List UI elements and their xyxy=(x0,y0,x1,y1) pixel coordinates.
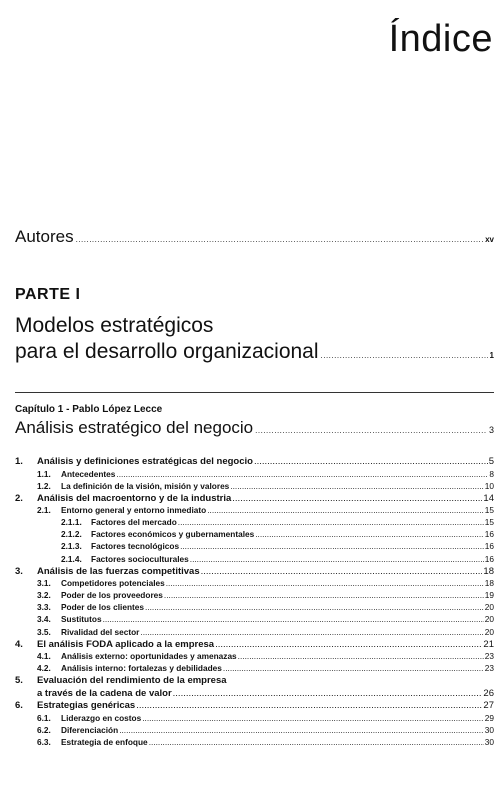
entry-label: Factores del mercado xyxy=(91,517,177,528)
entry-number: 1.2. xyxy=(37,480,51,491)
dot-leader xyxy=(140,627,483,637)
entry-label: Factores socioculturales xyxy=(91,553,189,564)
toc-row[interactable] xyxy=(15,663,494,675)
dot-leader xyxy=(255,529,484,539)
entry-label: Análisis externo: oportunidades y amenazas xyxy=(61,651,237,662)
toc-entry-chapter-1[interactable] xyxy=(15,418,494,438)
entry-number: 3.3. xyxy=(37,602,51,613)
toc-row[interactable] xyxy=(15,627,494,639)
dot-leader xyxy=(76,235,484,244)
entry-label: Entorno general y entorno inmediato xyxy=(61,505,207,516)
entry-label: Factores tecnológicos xyxy=(91,541,180,552)
entry-label: a través de la cadena de valor xyxy=(37,687,172,699)
entry-label: Poder de los proveedores xyxy=(61,590,163,601)
dot-leader xyxy=(223,663,484,673)
dot-leader xyxy=(116,469,488,479)
dot-leader xyxy=(164,590,484,600)
page-number: 5 xyxy=(488,456,494,467)
part-title-line1: Modelos estratégicos xyxy=(15,314,214,337)
entry-number: 3.5. xyxy=(37,626,51,637)
page-number: 18 xyxy=(484,578,494,589)
entry-number: 3.4. xyxy=(37,614,51,625)
toc-row[interactable] xyxy=(15,517,494,529)
entry-label: Análisis interno: fortalezas y debilidades xyxy=(61,663,222,674)
page-number: 23 xyxy=(484,651,494,662)
entry-label: Análisis del macroentorno y de la industria xyxy=(37,492,232,504)
entry-number: 4. xyxy=(15,638,23,650)
page-number: 16 xyxy=(484,553,494,564)
toc-row[interactable] xyxy=(15,554,494,566)
toc-row[interactable] xyxy=(15,590,494,602)
dot-leader xyxy=(136,700,482,711)
divider xyxy=(15,392,494,393)
toc-row[interactable] xyxy=(15,639,494,652)
entry-label: Análisis de las fuerzas competitivas xyxy=(37,565,200,577)
dot-leader xyxy=(230,481,483,491)
page-number: 1 xyxy=(489,351,494,360)
entry-number: 1.1. xyxy=(37,468,51,479)
entry-label: Estrategia de enfoque xyxy=(61,737,148,747)
dot-leader xyxy=(178,517,484,527)
entry-label: Diferenciación xyxy=(61,724,119,735)
toc-entry-part-1[interactable] xyxy=(15,340,494,364)
entry-label: Autores xyxy=(15,227,74,246)
toc-row[interactable] xyxy=(15,529,494,541)
dot-leader xyxy=(255,426,487,435)
dot-leader xyxy=(166,578,484,588)
page-number: 27 xyxy=(483,700,494,712)
page-number: 18 xyxy=(483,565,494,577)
page-number: 30 xyxy=(484,737,494,747)
chapter-label: Capítulo 1 - Pablo López Lecce xyxy=(15,404,163,415)
page-number: 23 xyxy=(484,663,494,674)
part-label: PARTE I xyxy=(15,286,81,303)
entry-number: 2.1.4. xyxy=(61,553,82,564)
entry-number: 2.1.1. xyxy=(61,517,82,528)
toc-row[interactable] xyxy=(15,566,494,579)
toc-row[interactable] xyxy=(15,505,494,517)
entry-label: Antecedentes xyxy=(61,468,116,479)
dot-leader xyxy=(190,554,484,564)
entry-label: Evaluación del rendimiento de la empresa xyxy=(37,675,227,687)
toc-row[interactable] xyxy=(15,700,494,713)
entry-label: El análisis FODA aplicado a la empresa xyxy=(37,638,215,650)
toc-row[interactable] xyxy=(15,578,494,590)
page-number: 15 xyxy=(484,517,494,528)
page-number: 30 xyxy=(484,724,494,735)
entry-label: Rivalidad del sector xyxy=(61,626,140,637)
page-number: 15 xyxy=(484,505,494,516)
entry-label: La definición de la visión, misión y valores xyxy=(61,480,230,491)
page-number: 16 xyxy=(484,541,494,552)
entry-number: 5. xyxy=(15,675,23,687)
toc-row[interactable] xyxy=(15,688,494,701)
entry-number: 2.1.3. xyxy=(61,541,82,552)
dot-leader xyxy=(180,541,484,551)
entry-number: 3. xyxy=(15,565,23,577)
entry-number: 2.1. xyxy=(37,505,51,516)
entry-label: Estrategias genéricas xyxy=(37,700,136,712)
dot-leader xyxy=(149,737,484,747)
entry-label: Poder de los clientes xyxy=(61,602,144,613)
toc-row[interactable] xyxy=(15,675,494,688)
page-number: 14 xyxy=(483,492,494,504)
entry-number: 4.2. xyxy=(37,663,51,674)
page-number: 16 xyxy=(484,529,494,540)
toc-row[interactable] xyxy=(15,614,494,626)
entry-number: 4.1. xyxy=(37,651,51,662)
toc-row[interactable] xyxy=(15,481,494,493)
toc-row[interactable] xyxy=(15,651,494,663)
toc-row[interactable] xyxy=(15,541,494,553)
entry-number: 6. xyxy=(15,700,23,712)
toc-row[interactable] xyxy=(15,602,494,614)
page-number: 20 xyxy=(484,614,494,625)
entry-label: Competidores potenciales xyxy=(61,578,165,589)
page-number: 26 xyxy=(483,687,494,699)
toc-list xyxy=(15,456,494,749)
dot-leader xyxy=(142,713,484,723)
page-number: 3 xyxy=(488,425,494,435)
page-number: 20 xyxy=(484,602,494,613)
dot-leader xyxy=(238,651,484,661)
toc-row[interactable] xyxy=(15,456,494,469)
entry-label: Factores económicos y gubernamentales xyxy=(91,529,255,540)
dot-leader xyxy=(215,639,482,650)
entry-label: Liderazgo en costos xyxy=(61,712,142,723)
page-number: 8 xyxy=(489,468,494,479)
toc-row[interactable] xyxy=(15,725,494,737)
part-title-line2: para el desarrollo organizacional xyxy=(15,340,319,363)
dot-leader xyxy=(232,493,482,504)
entry-number: 6.1. xyxy=(37,712,51,723)
page-number: 19 xyxy=(484,590,494,601)
dot-leader xyxy=(201,566,483,577)
entry-number: 6.2. xyxy=(37,724,51,735)
page-title: Índice xyxy=(388,18,493,60)
entry-label: Análisis y definiciones estratégicas del negocio xyxy=(37,456,253,467)
entry-number: 6.3. xyxy=(37,737,51,747)
entry-label: Sustitutos xyxy=(61,614,102,625)
dot-leader xyxy=(173,688,483,699)
toc-row[interactable] xyxy=(15,737,494,749)
toc-row[interactable] xyxy=(15,713,494,725)
dot-leader xyxy=(119,725,484,735)
dot-leader xyxy=(321,351,488,360)
entry-number: 2.1.2. xyxy=(61,529,82,540)
toc-entry-autores[interactable] xyxy=(15,227,494,247)
entry-number: 1. xyxy=(15,456,23,467)
dot-leader xyxy=(207,505,484,515)
page-number: xv xyxy=(485,235,494,244)
toc-row[interactable] xyxy=(15,493,494,506)
dot-leader xyxy=(145,602,484,612)
entry-number: 3.2. xyxy=(37,590,51,601)
page-number: 20 xyxy=(484,626,494,637)
chapter-title: Análisis estratégico del negocio xyxy=(15,418,254,437)
entry-number: 3.1. xyxy=(37,578,51,589)
page-number: 29 xyxy=(484,712,494,723)
toc-row[interactable] xyxy=(15,469,494,481)
dot-leader xyxy=(103,614,484,624)
page-number: 21 xyxy=(483,638,494,650)
page-number: 10 xyxy=(484,480,494,491)
dot-leader xyxy=(254,456,488,467)
entry-number: 2. xyxy=(15,492,23,504)
